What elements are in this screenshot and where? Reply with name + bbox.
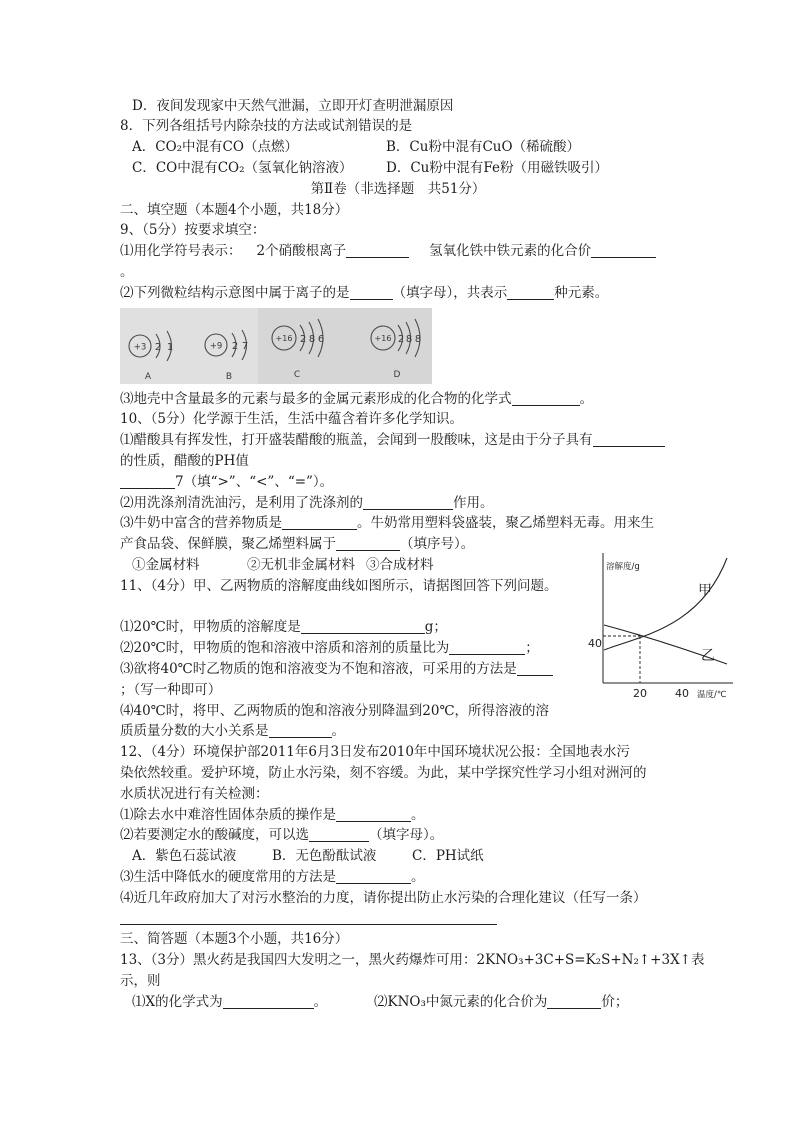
diagram-label: A: [144, 371, 152, 382]
q8-option-c: C．CO中混有CO₂（氢氧化钠溶液）: [132, 159, 353, 176]
q11-part3-b: ；（写一种即可）: [120, 681, 222, 698]
choice-item: ③合成材料: [366, 556, 434, 573]
answer-blank: [517, 662, 553, 676]
nucleus-charge: +9: [209, 341, 223, 352]
q8-options-row-1: [120, 137, 676, 158]
q8-option-b: B．Cu粉中混有CuO（稀硫酸）: [386, 139, 581, 156]
shell-electrons: 8: [308, 333, 316, 345]
q9-part3-a: ⑶地壳中含量最多的元素与最多的金属元素形成的化合物的化学式: [120, 390, 512, 407]
answer-blank: [120, 911, 497, 925]
q12-stem-line2: 染依然较重。爱护环境，防止水污染，刻不容缓。为此，某中学探究性学习小组对洲河的: [120, 764, 647, 781]
q11-stem: 11、（4分）甲、乙两物质的溶解度曲线如图所示，请据图回答下列问题。: [120, 577, 558, 594]
q12-stem-line3: 水质状况进行有关检测：: [120, 785, 269, 802]
q13-part1-a: ⑴X的化学式为: [132, 993, 223, 1010]
q12-option-a: A．紫色石蕊试液: [132, 848, 237, 865]
shell-electrons: 8: [414, 333, 422, 345]
q9-part1-lead: ⑴用化学符号表示：: [120, 243, 242, 260]
photo-background-right: [258, 308, 432, 384]
shell-electrons: 1: [166, 341, 174, 353]
q9-part3-b: 。: [579, 390, 593, 407]
q9-part2-c: 种元素。: [554, 284, 609, 301]
q12-part1-a: ⑴除去水中难溶性固体杂质的操作是: [120, 806, 336, 823]
q12-part1: [120, 805, 676, 826]
answer-blank: [449, 641, 525, 655]
q13-part1-b: 。: [313, 993, 328, 1010]
q12-part1-b: 。: [411, 806, 425, 823]
q13-part2: [374, 992, 628, 1013]
q12-part3: [120, 867, 676, 888]
q8-option-a: A．CO₂中混有CO（点燃）: [132, 139, 298, 156]
answer-blank: [336, 808, 411, 822]
q9-part1-end: 。: [120, 263, 134, 280]
q9-stem: 9、（5分）按要求填空：: [120, 222, 266, 239]
atom-figure-row: [120, 304, 676, 389]
q10-part2: [120, 493, 676, 514]
q12-option-b: B．无色酚酞试液: [272, 848, 377, 865]
answer-blank: [346, 244, 409, 258]
q10-part3-c: 产食品袋、保鲜膜，聚乙烯塑料属于: [120, 536, 336, 553]
q10-stem: 10、（5分）化学源于生活，生活中蕴含着许多化学知识。: [120, 411, 464, 428]
shell-electrons: 2: [154, 341, 162, 353]
q8-options-row-2: [120, 158, 676, 179]
q10-part2-a: ⑵用洗涤剂清洗油污，是利用了洗涤剂的: [120, 494, 363, 511]
choice-item: ①金属材料: [132, 556, 200, 573]
answer-blank: [591, 244, 656, 258]
shell-electrons: 6: [317, 333, 325, 345]
q11-part1-a: ⑴20℃时，甲物质的溶解度是: [120, 619, 301, 636]
q12-part3-a: ⑶生活中降低水的硬度常用的方法是: [120, 868, 336, 885]
q12-option-c: C．PH试纸: [412, 848, 484, 865]
answer-blank: [363, 496, 453, 510]
shell-electrons: 2: [231, 340, 239, 352]
q11-part1-b: g；: [424, 619, 447, 636]
q10-part3-a: ⑶牛奶中富含的营养物质是: [120, 515, 282, 532]
q11-part3-a: ⑶欲将40℃时乙物质的饱和溶液变为不饱和溶液，可采用的方法是: [120, 660, 517, 677]
answer-blank: [301, 620, 425, 634]
section2-heading: 二、填空题（本题4个小题，共18分）: [120, 201, 349, 218]
q10-part3-line1: [120, 513, 676, 534]
q10-part1-line1: [120, 430, 676, 451]
q13-part2-a: ⑵KNO₃中氮元素的化合价为: [374, 993, 548, 1010]
q9-part3: [120, 389, 676, 410]
shell-electrons: 8: [405, 333, 413, 345]
q13-stem-line1: 13、（3分）黑火药是我国四大发明之一，黑火药爆炸可用：2KNO₃+3C+S=K₂S+N₂↑+3X↑表: [120, 952, 705, 969]
q9-part2: [120, 283, 676, 304]
diagram-label: C: [293, 369, 301, 380]
q11-part4-b: 质质量分数的大小关系是: [120, 723, 269, 740]
q8-option-d: D．Cu粉中混有Fe粉（用磁铁吸引）: [386, 159, 608, 176]
series-label-jia: 甲: [698, 583, 712, 599]
atom-structure-diagrams: [120, 308, 432, 384]
x-axis-label: 温度/℃: [697, 690, 727, 700]
answer-blank: [309, 828, 369, 842]
q12-part2: [120, 825, 676, 846]
q12-part4: ⑷近几年政府加大了对污水整治的力度，请你提出防止水污染的合理化建议（任写一条）: [120, 889, 647, 906]
q10-part1-a: ⑴醋酸具有挥发性，打开盛装醋酸的瓶盖，会闻到一股酸味，这是由于分子具有: [120, 432, 593, 449]
nucleus-charge: +16: [374, 333, 392, 343]
answer-blank: [120, 475, 175, 489]
q12-part2-b: （填字母）。: [369, 827, 444, 844]
q12-stem-line1: 12、（4分）环境保护部2011年6月3日发布2010年中国环境状况公报：全国地表水污: [120, 744, 630, 761]
x-tick-label: 20: [633, 687, 647, 700]
diagram-label: B: [225, 371, 233, 382]
choice-item: ②无机非金属材料: [247, 556, 355, 573]
q9-part1: [120, 241, 676, 262]
q11-part2-a: ⑵20℃时，甲物质的饱和溶液中溶质和溶剂的质量比为: [120, 640, 450, 657]
q12-part3-b: 。: [411, 868, 425, 885]
answer-blank: [512, 392, 580, 406]
q7-option-d: D．夜间发现家中天然气泄漏，立即开灯查明泄漏原因: [132, 97, 454, 114]
section3-heading: 三、简答题（本题3个小题，共16分）: [120, 931, 349, 948]
answer-blank: [223, 995, 314, 1009]
q9-part2-a: ⑵下列微粒结构示意图中属于离子的是: [120, 284, 350, 301]
q11-part2-b: ；: [525, 640, 539, 657]
q10-part1-b: 的性质，醋酸的PH值: [120, 452, 249, 469]
q12-options: [120, 846, 676, 867]
q13-part2-b: 价；: [601, 993, 629, 1010]
q9-part1-b: 氢氧化铁中铁元素的化合价: [429, 243, 592, 260]
q10-part1-c: 7（填“>”、“<”、“=”）。: [175, 473, 334, 490]
answer-blank: [507, 286, 554, 300]
q8-stem: 8．下列各组括号内除杂技的方法或试剂错误的是: [120, 118, 413, 135]
x-tick-label: 40: [675, 687, 689, 700]
q10-part3-b: 。牛奶常用塑料袋盛装，聚乙烯塑料无毒。用来生: [357, 515, 654, 532]
q12-part2-a: ⑵若要测定水的酸碱度，可以选: [120, 827, 309, 844]
q10-part2-b: 作用。: [453, 494, 494, 511]
q10-part3-d: （填序号）。: [400, 536, 475, 553]
answer-blank: [336, 537, 400, 551]
q13-part1: [132, 992, 327, 1013]
shell-electrons: 2: [397, 333, 405, 345]
series-label-yi: 乙: [701, 648, 715, 664]
q13-stem-line2: 示，则: [120, 972, 161, 989]
shell-electrons: 2: [299, 333, 307, 345]
q11-part4-a: ⑷40℃时，将甲、乙两物质的饱和溶液分别降温到20℃，所得溶液的溶: [120, 702, 550, 719]
answer-blank: [336, 870, 411, 884]
part2-title: 第Ⅱ卷（非选择题 共51分）: [310, 180, 486, 197]
answer-blank: [282, 516, 357, 530]
answer-blank: [593, 433, 665, 447]
answer-blank: [269, 724, 332, 738]
q13-parts: [120, 992, 676, 1013]
y-tick-label: 40: [588, 637, 602, 650]
nucleus-charge: +16: [275, 333, 293, 343]
diagram-label: D: [393, 369, 401, 380]
answer-blank: [547, 995, 601, 1009]
answer-blank: [350, 286, 393, 300]
q11-part4-c: 。: [331, 723, 345, 740]
q10-part1-line3: [120, 472, 676, 493]
nucleus-charge: +3: [133, 342, 147, 353]
shell-electrons: 7: [241, 340, 249, 352]
y-axis-label: 溶解度/g: [606, 562, 640, 572]
solubility-curve-chart: [580, 548, 740, 703]
q12-answer-line: [120, 908, 676, 929]
q9-part2-b: （填字母），共表示: [392, 284, 508, 301]
q11-part4-line2: [120, 721, 676, 742]
q9-part1-a: 2个硝酸根离子: [256, 243, 347, 260]
